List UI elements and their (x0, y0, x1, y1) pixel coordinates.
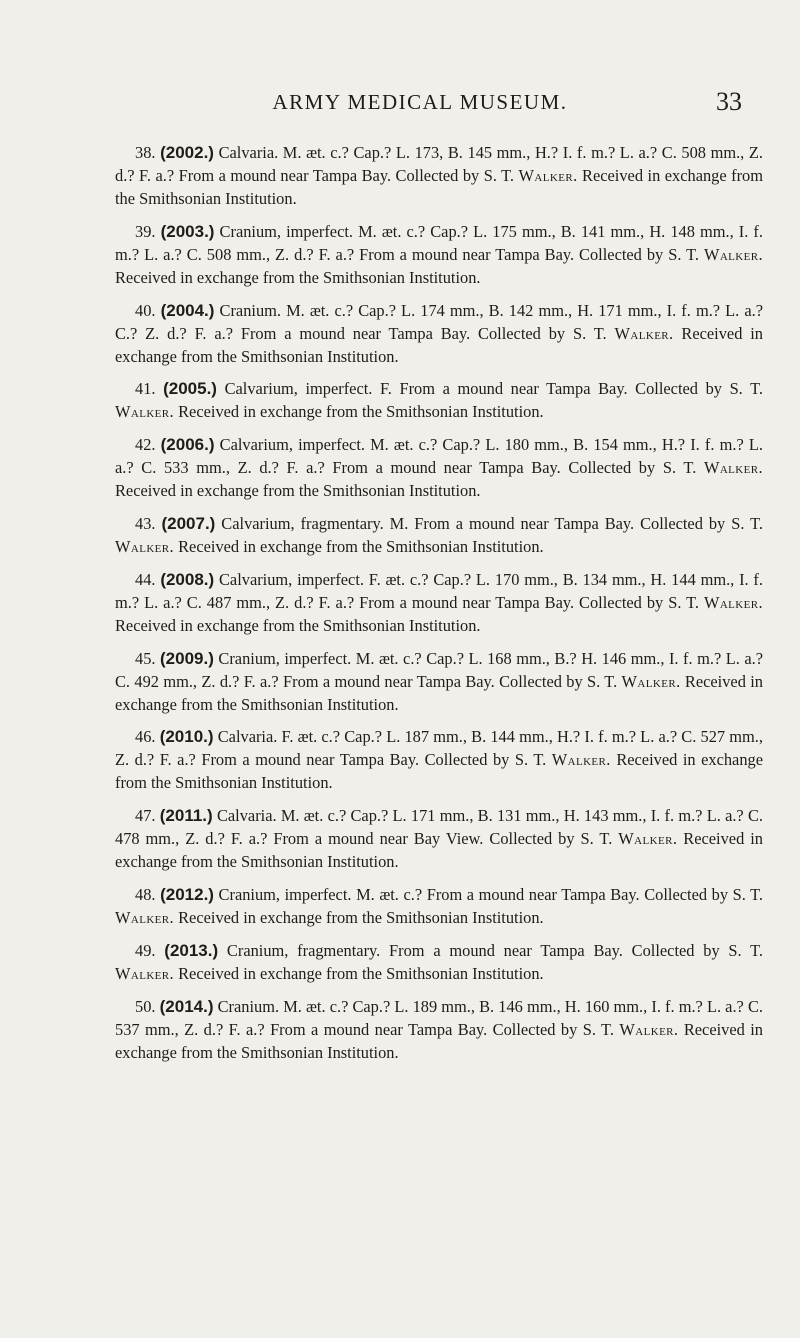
collector-name: Walker. (551, 750, 611, 770)
catalog-number: (2006.) (160, 435, 215, 455)
entry-provenance: Received in exchange from the Smithsonian Institution. (115, 166, 763, 208)
catalog-entry (115, 995, 763, 1064)
running-header (0, 87, 800, 124)
entry-description: Calvaria. F. æt. c.? Cap.? L. 187 mm., B. 144 mm., H.? I. f. m.? L. a.? C. 527 mm., Z. d.? F. a.? From a mound near Tampa Bay. Collected by S. T. (115, 727, 763, 770)
entry-provenance: Received in exchange from the Smithsonian Institution. (115, 750, 763, 793)
collector-name: Walker. (614, 323, 674, 343)
page-header-title: ARMY MEDICAL MUSEUM. (272, 90, 568, 114)
collector-name: Walker. (115, 907, 175, 927)
catalog-entry (115, 568, 763, 637)
catalog-number: (2011.) (159, 806, 213, 826)
entry-number: 40. (135, 300, 156, 320)
catalog-number: (2005.) (163, 379, 217, 399)
entry-description: Calvarium, imperfect. M. æt. c.? Cap.? L. 180 mm., B. 154 mm., H.? I. f. m.? L. a.? C. 533 mm., Z. d.? F. a.? From a mound near Tampa Bay. Collected by S. T. (115, 435, 763, 478)
catalog-entry (115, 433, 763, 502)
catalog-entry (115, 141, 763, 210)
collector-name: Walker. (115, 536, 175, 556)
catalog-entry (115, 299, 763, 368)
entry-number: 50. (135, 996, 156, 1016)
entry-number: 43. (135, 513, 156, 533)
catalog-entry (115, 804, 763, 873)
catalog-entry (115, 220, 763, 289)
catalog-entry (115, 883, 763, 929)
entry-number: 42. (135, 435, 156, 455)
collector-name: Walker. (619, 1019, 679, 1039)
entry-provenance: Received in exchange from the Smithsonian Institution. (115, 671, 764, 714)
catalog-number: (2010.) (159, 727, 214, 747)
entry-description: Calvaria. M. æt. c.? Cap.? L. 173, B. 145 mm., H.? I. f. m.? L. a.? C. 508 mm., Z. d.? F. a.? From a mound near Tampa Bay. Collected by S. T. (115, 143, 763, 185)
entry-number: 44. (135, 569, 156, 589)
entry-provenance: Received in exchange from the Smithsonian Institution. (115, 615, 481, 635)
catalog-entry (115, 725, 763, 794)
collector-name: Walker. (115, 402, 175, 422)
entry-description: Cranium. M. æt. c.? Cap.? L. 189 mm., B. 146 mm., H. 160 mm., I. f. m.? L. a.? C. 537 mm., Z. d.? F. a.? From a mound near Tampa Bay. Collected by S. T. (115, 996, 763, 1039)
catalog-entries (115, 141, 763, 1073)
entry-provenance: Received in exchange from the Smithsonian Institution. (115, 481, 481, 501)
catalog-number: (2003.) (160, 221, 215, 241)
entry-description: Cranium, imperfect. M. æt. c.? Cap.? L. 175 mm., B. 141 mm., H. 148 mm., I. f. m.? L. a.? C. 508 mm., Z. d.? F. a.? From a mound near Tampa Bay. Collected by S. T. (115, 221, 763, 264)
catalog-entry (115, 647, 763, 716)
entry-provenance: Received in exchange from the Smithsonian Institution. (174, 907, 544, 927)
entry-provenance: Received in exchange from the Smithsonian Institution. (174, 963, 544, 983)
entry-description: Cranium, imperfect. M. æt. c.? Cap.? L. 168 mm., B.? H. 146 mm., I. f. m.? L. a.? C. 492 mm., Z. d.? F. a.? From a mound near Tampa Bay. Collected by S. T. (115, 648, 763, 691)
catalog-number: (2002.) (160, 143, 214, 162)
entry-description: Calvarium, imperfect. F. æt. c.? Cap.? L. 170 mm., B. 134 mm., H. 144 mm., I. f. m.? L. a.? C. 487 mm., Z. d.? F. a.? From a mound near Tampa Bay. Collected by S. T. (115, 569, 763, 612)
collector-name: Walker. (621, 671, 681, 691)
catalog-entry (115, 512, 763, 558)
catalog-entry (115, 939, 763, 985)
entry-number: 41. (135, 379, 156, 399)
entry-description: Cranium, imperfect. M. æt. c.? From a mound near Tampa Bay. Collected by S. T. (213, 884, 763, 904)
entry-description: Calvarium, fragmentary. M. From a mound near Tampa Bay. Collected by S. T. (215, 513, 763, 533)
collector-name: Walker. (703, 592, 763, 612)
catalog-number: (2014.) (159, 996, 214, 1016)
catalog-number: (2012.) (160, 884, 214, 904)
entry-provenance: Received in exchange from the Smithsonian Institution. (174, 402, 544, 422)
entry-provenance: Received in exchange from the Smithsonian Institution. (115, 829, 764, 872)
entry-provenance: Received in exchange from the Smithsonian Institution. (115, 267, 481, 287)
catalog-number: (2008.) (160, 569, 215, 589)
entry-provenance: Received in exchange from the Smithsonian Institution. (115, 323, 763, 366)
entry-provenance: Received in exchange from the Smithsonian Institution. (115, 1019, 764, 1062)
catalog-number: (2009.) (160, 648, 214, 668)
collector-name: Walker. (518, 166, 578, 185)
entry-number: 48. (135, 884, 156, 904)
entry-number: 46. (135, 727, 156, 747)
entry-description: Calvarium, imperfect. F. From a mound near Tampa Bay. Collected by S. T. (216, 379, 763, 399)
catalog-number: (2004.) (160, 300, 215, 320)
catalog-entry (115, 377, 763, 423)
collector-name: Walker. (115, 963, 175, 983)
entry-number: 39. (135, 221, 156, 241)
entry-description: Calvaria. M. æt. c.? Cap.? L. 171 mm., B. 131 mm., H. 143 mm., I. f. m.? L. a.? C. 478 mm., Z. d.? F. a.? From a mound near Bay View. Collected by S. T. (115, 806, 763, 849)
entry-number: 45. (135, 648, 156, 668)
collector-name: Walker. (703, 458, 763, 478)
entry-number: 49. (135, 940, 156, 960)
entry-description: Cranium. M. æt. c.? Cap.? L. 174 mm., B. 142 mm., H. 171 mm., I. f. m.? L. a.? C.? Z. d.? F. a.? From a mound near Tampa Bay. Collected by S. T. (115, 300, 763, 343)
entry-description: Cranium, fragmentary. From a mound near Tampa Bay. Collected by S. T. (218, 940, 763, 960)
collector-name: Walker. (703, 244, 763, 264)
page-number: 33 (716, 87, 742, 116)
catalog-number: (2007.) (161, 513, 216, 533)
entry-provenance: Received in exchange from the Smithsonian Institution. (174, 536, 544, 556)
collector-name: Walker. (618, 829, 678, 849)
catalog-number: (2013.) (164, 940, 219, 960)
entry-number: 47. (135, 806, 156, 826)
entry-number: 38. (135, 143, 156, 162)
